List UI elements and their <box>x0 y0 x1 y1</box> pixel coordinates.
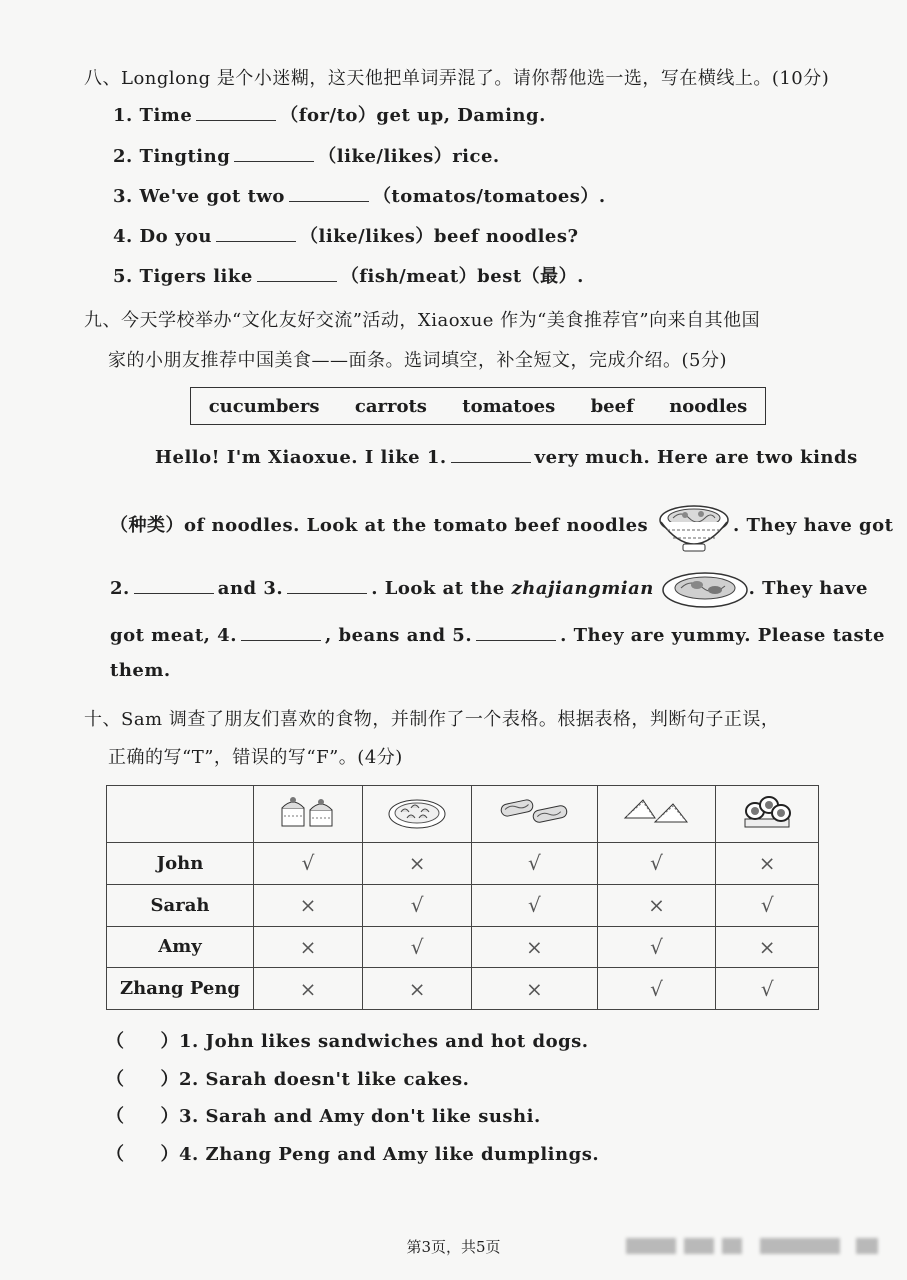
mark-cell: √ <box>363 926 472 968</box>
judge-question-4: （ ）4. Zhang Peng and Amy like dumplings. <box>106 1144 600 1165</box>
word-option: beef <box>590 395 634 417</box>
section9-title-line1: 九、今天学校举办“文化友好交流”活动，Xiaoxue 作为“美食推荐官”向来自其他国 <box>84 310 761 331</box>
answer-blank[interactable] <box>134 577 214 594</box>
judge-question-2: （ ）2. Sarah doesn't like cakes. <box>106 1069 470 1090</box>
answer-blank[interactable] <box>451 446 531 463</box>
passage-line-3: 2. and 3. . Look at the zhajiangmian . They have <box>110 568 868 610</box>
table-row <box>107 884 819 926</box>
word-option: carrots <box>354 395 427 417</box>
s8-item-3: 3. We've got two （tomatos/tomatoes）. <box>113 186 606 207</box>
answer-blank[interactable] <box>287 577 367 594</box>
mark-cell: × <box>254 968 363 1010</box>
row-name: Amy <box>107 926 254 968</box>
table-header-row <box>107 786 819 843</box>
answer-blank[interactable] <box>289 185 369 202</box>
passage-line-5: them. <box>110 660 171 681</box>
sandwich-icon <box>597 786 716 843</box>
dumplings-icon <box>363 786 472 843</box>
mark-cell: × <box>363 843 472 885</box>
section9-title-line2: 家的小朋友推荐中国美食——面条。选词填空，补全短文，完成介绍。(5分) <box>108 350 727 371</box>
mark-cell: × <box>716 843 819 885</box>
answer-blank[interactable] <box>257 265 337 282</box>
table-row <box>107 843 819 885</box>
mark-cell: √ <box>363 884 472 926</box>
mark-cell: √ <box>254 843 363 885</box>
table-row <box>107 968 819 1010</box>
answer-blank[interactable] <box>241 624 321 641</box>
sushi-icon <box>716 786 819 843</box>
row-name: John <box>107 843 254 885</box>
section10-title-line1: 十、Sam 调查了朋友们喜欢的食物，并制作了一个表格。根据表格，判断句子正误， <box>84 709 780 730</box>
watermark-blur <box>856 1238 878 1254</box>
mark-cell: × <box>472 968 597 1010</box>
s8-item-1: 1. Time （for/to）get up, Daming. <box>113 105 546 126</box>
watermark-blur <box>760 1238 840 1254</box>
watermark-blur <box>722 1238 742 1254</box>
noodle-bowl-icon <box>655 496 733 556</box>
mark-cell: × <box>254 926 363 968</box>
watermark-blur <box>626 1238 676 1254</box>
food-survey-table <box>106 785 819 1010</box>
mark-cell: √ <box>597 926 716 968</box>
answer-blank[interactable] <box>216 225 296 242</box>
mark-cell: × <box>254 884 363 926</box>
mark-cell: √ <box>597 843 716 885</box>
mark-cell: √ <box>472 884 597 926</box>
passage-line-1: Hello! I'm Xiaoxue. I like 1. very much. Here are two kinds <box>155 447 858 468</box>
s8-item-4: 4. Do you （like/likes）beef noodles? <box>113 226 579 247</box>
zhajiangmian-plate-icon <box>661 568 749 610</box>
row-name: Sarah <box>107 884 254 926</box>
page-number: 第3页，共5页 <box>406 1238 501 1256</box>
row-name: Zhang Peng <box>107 968 254 1010</box>
mark-cell: × <box>363 968 472 1010</box>
answer-blank[interactable] <box>196 104 276 121</box>
hot-dog-icon <box>472 786 597 843</box>
passage-line-4: got meat, 4. , beans and 5. . They are yummy. Please taste <box>110 625 885 646</box>
mark-cell: × <box>716 926 819 968</box>
word-option: cucumbers <box>208 395 320 417</box>
judge-question-1: （ ）1. John likes sandwiches and hot dogs. <box>106 1031 589 1052</box>
word-option: tomatoes <box>462 395 556 417</box>
word-box <box>190 387 766 425</box>
table-row <box>107 926 819 968</box>
s8-item-2: 2. Tingting （like/likes）rice. <box>113 146 500 167</box>
mark-cell: √ <box>597 968 716 1010</box>
mark-cell: × <box>472 926 597 968</box>
section8-title: 八、Longlong 是个小迷糊，这天他把单词弄混了。请你帮他选一选，写在横线上。(10分) <box>84 68 830 89</box>
cake-icon <box>254 786 363 843</box>
s8-item-5: 5. Tigers like （fish/meat）best（最）. <box>113 266 584 287</box>
judge-question-3: （ ）3. Sarah and Amy don't like sushi. <box>106 1106 541 1127</box>
word-option: noodles <box>669 395 748 417</box>
answer-blank[interactable] <box>234 145 314 162</box>
mark-cell: √ <box>472 843 597 885</box>
corner-cell <box>107 786 254 843</box>
section10-title-line2: 正确的写“T”，错误的写“F”。(4分) <box>108 747 403 768</box>
mark-cell: √ <box>716 968 819 1010</box>
passage-line-2: （种类）of noodles. Look at the tomato beef noodles . They have got <box>110 496 893 556</box>
mark-cell: × <box>597 884 716 926</box>
watermark-blur <box>684 1238 714 1254</box>
mark-cell: √ <box>716 884 819 926</box>
answer-blank[interactable] <box>476 624 556 641</box>
